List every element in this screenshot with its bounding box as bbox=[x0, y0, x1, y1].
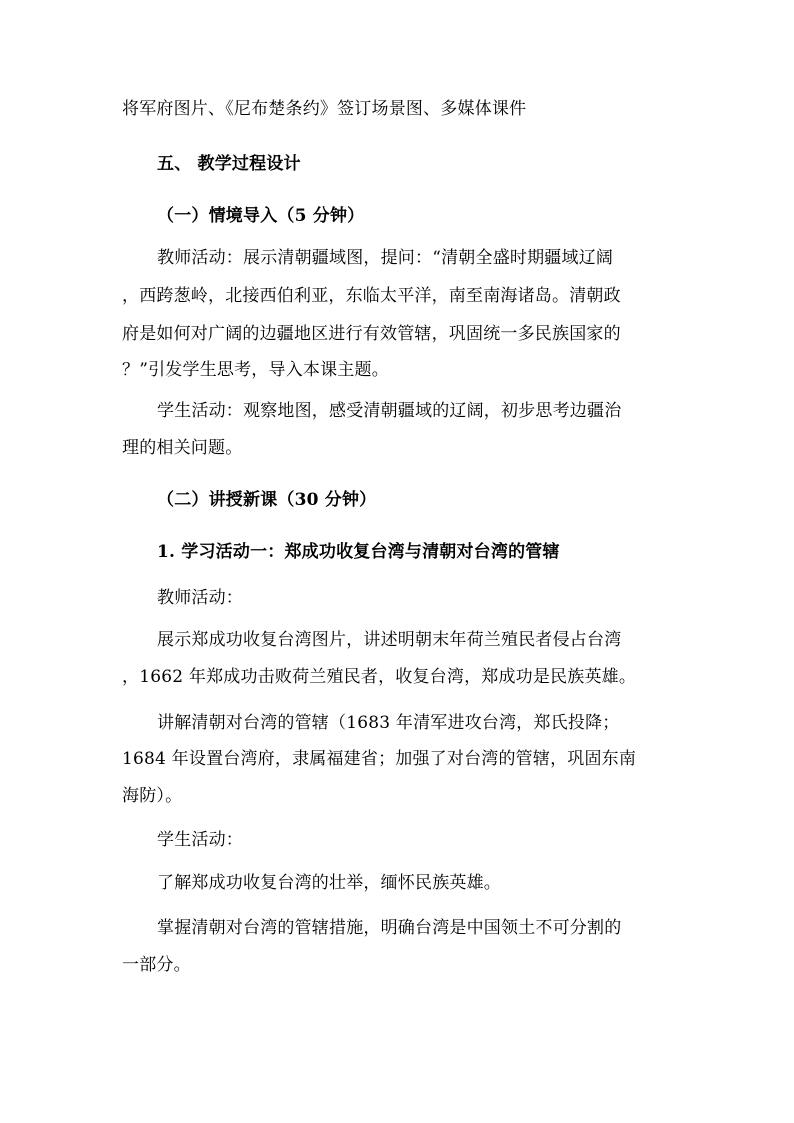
paragraph-line: 府是如何对广阔的边疆地区进行有效管辖，巩固统一多民族国家的 bbox=[122, 324, 621, 344]
paragraph-line: 教师活动：展示清朝疆域图，提问：“清朝全盛时期疆域辽阔 bbox=[157, 248, 614, 268]
paragraph-line: ，西跨葱岭，北接西伯利亚，东临太平洋，南至南海诸岛。清朝政 bbox=[122, 286, 621, 306]
paragraph-line: ，1662 年郑成功击败荷兰殖民者，收复台湾，郑成功是民族英雄。 bbox=[122, 667, 637, 687]
subsection-heading-teaching: （二）讲授新课（30 分钟） bbox=[157, 490, 377, 510]
paragraph-line: 一部分。 bbox=[122, 955, 191, 975]
paragraph-line: 教师活动： bbox=[157, 588, 243, 608]
paragraph-line: 学生活动：观察地图，感受清朝疆域的辽阔，初步思考边疆治 bbox=[157, 401, 622, 421]
paragraph-line: 学生活动： bbox=[157, 830, 243, 850]
paragraph-line: ？”引发学生思考，导入本课主题。 bbox=[122, 360, 389, 380]
paragraph-line: 理的相关问题。 bbox=[122, 438, 243, 458]
paragraph-line: 了解郑成功收复台湾的壮举，缅怀民族英雄。 bbox=[157, 873, 501, 893]
paragraph-line: 1684 年设置台湾府，隶属福建省；加强了对台湾的管辖，巩固东南 bbox=[122, 749, 637, 769]
paragraph-line: 海防）。 bbox=[122, 786, 183, 806]
paragraph-line: 讲解清朝对台湾的管辖（1683 年清军进攻台湾，郑氏投降； bbox=[157, 713, 620, 733]
section-heading: 五、 教学过程设计 bbox=[157, 154, 301, 174]
materials-line: 将军府图片、《尼布楚条约》签订场景图、多媒体课件 bbox=[122, 99, 527, 119]
activity-heading: 1. 学习活动一：郑成功收复台湾与清朝对台湾的管辖 bbox=[157, 542, 560, 562]
subsection-heading-intro: （一）情境导入（5 分钟） bbox=[157, 206, 365, 226]
paragraph-line: 掌握清朝对台湾的管辖措施，明确台湾是中国领土不可分割的 bbox=[157, 918, 622, 938]
paragraph-line: 展示郑成功收复台湾图片，讲述明朝末年荷兰殖民者侵占台湾 bbox=[157, 630, 622, 650]
